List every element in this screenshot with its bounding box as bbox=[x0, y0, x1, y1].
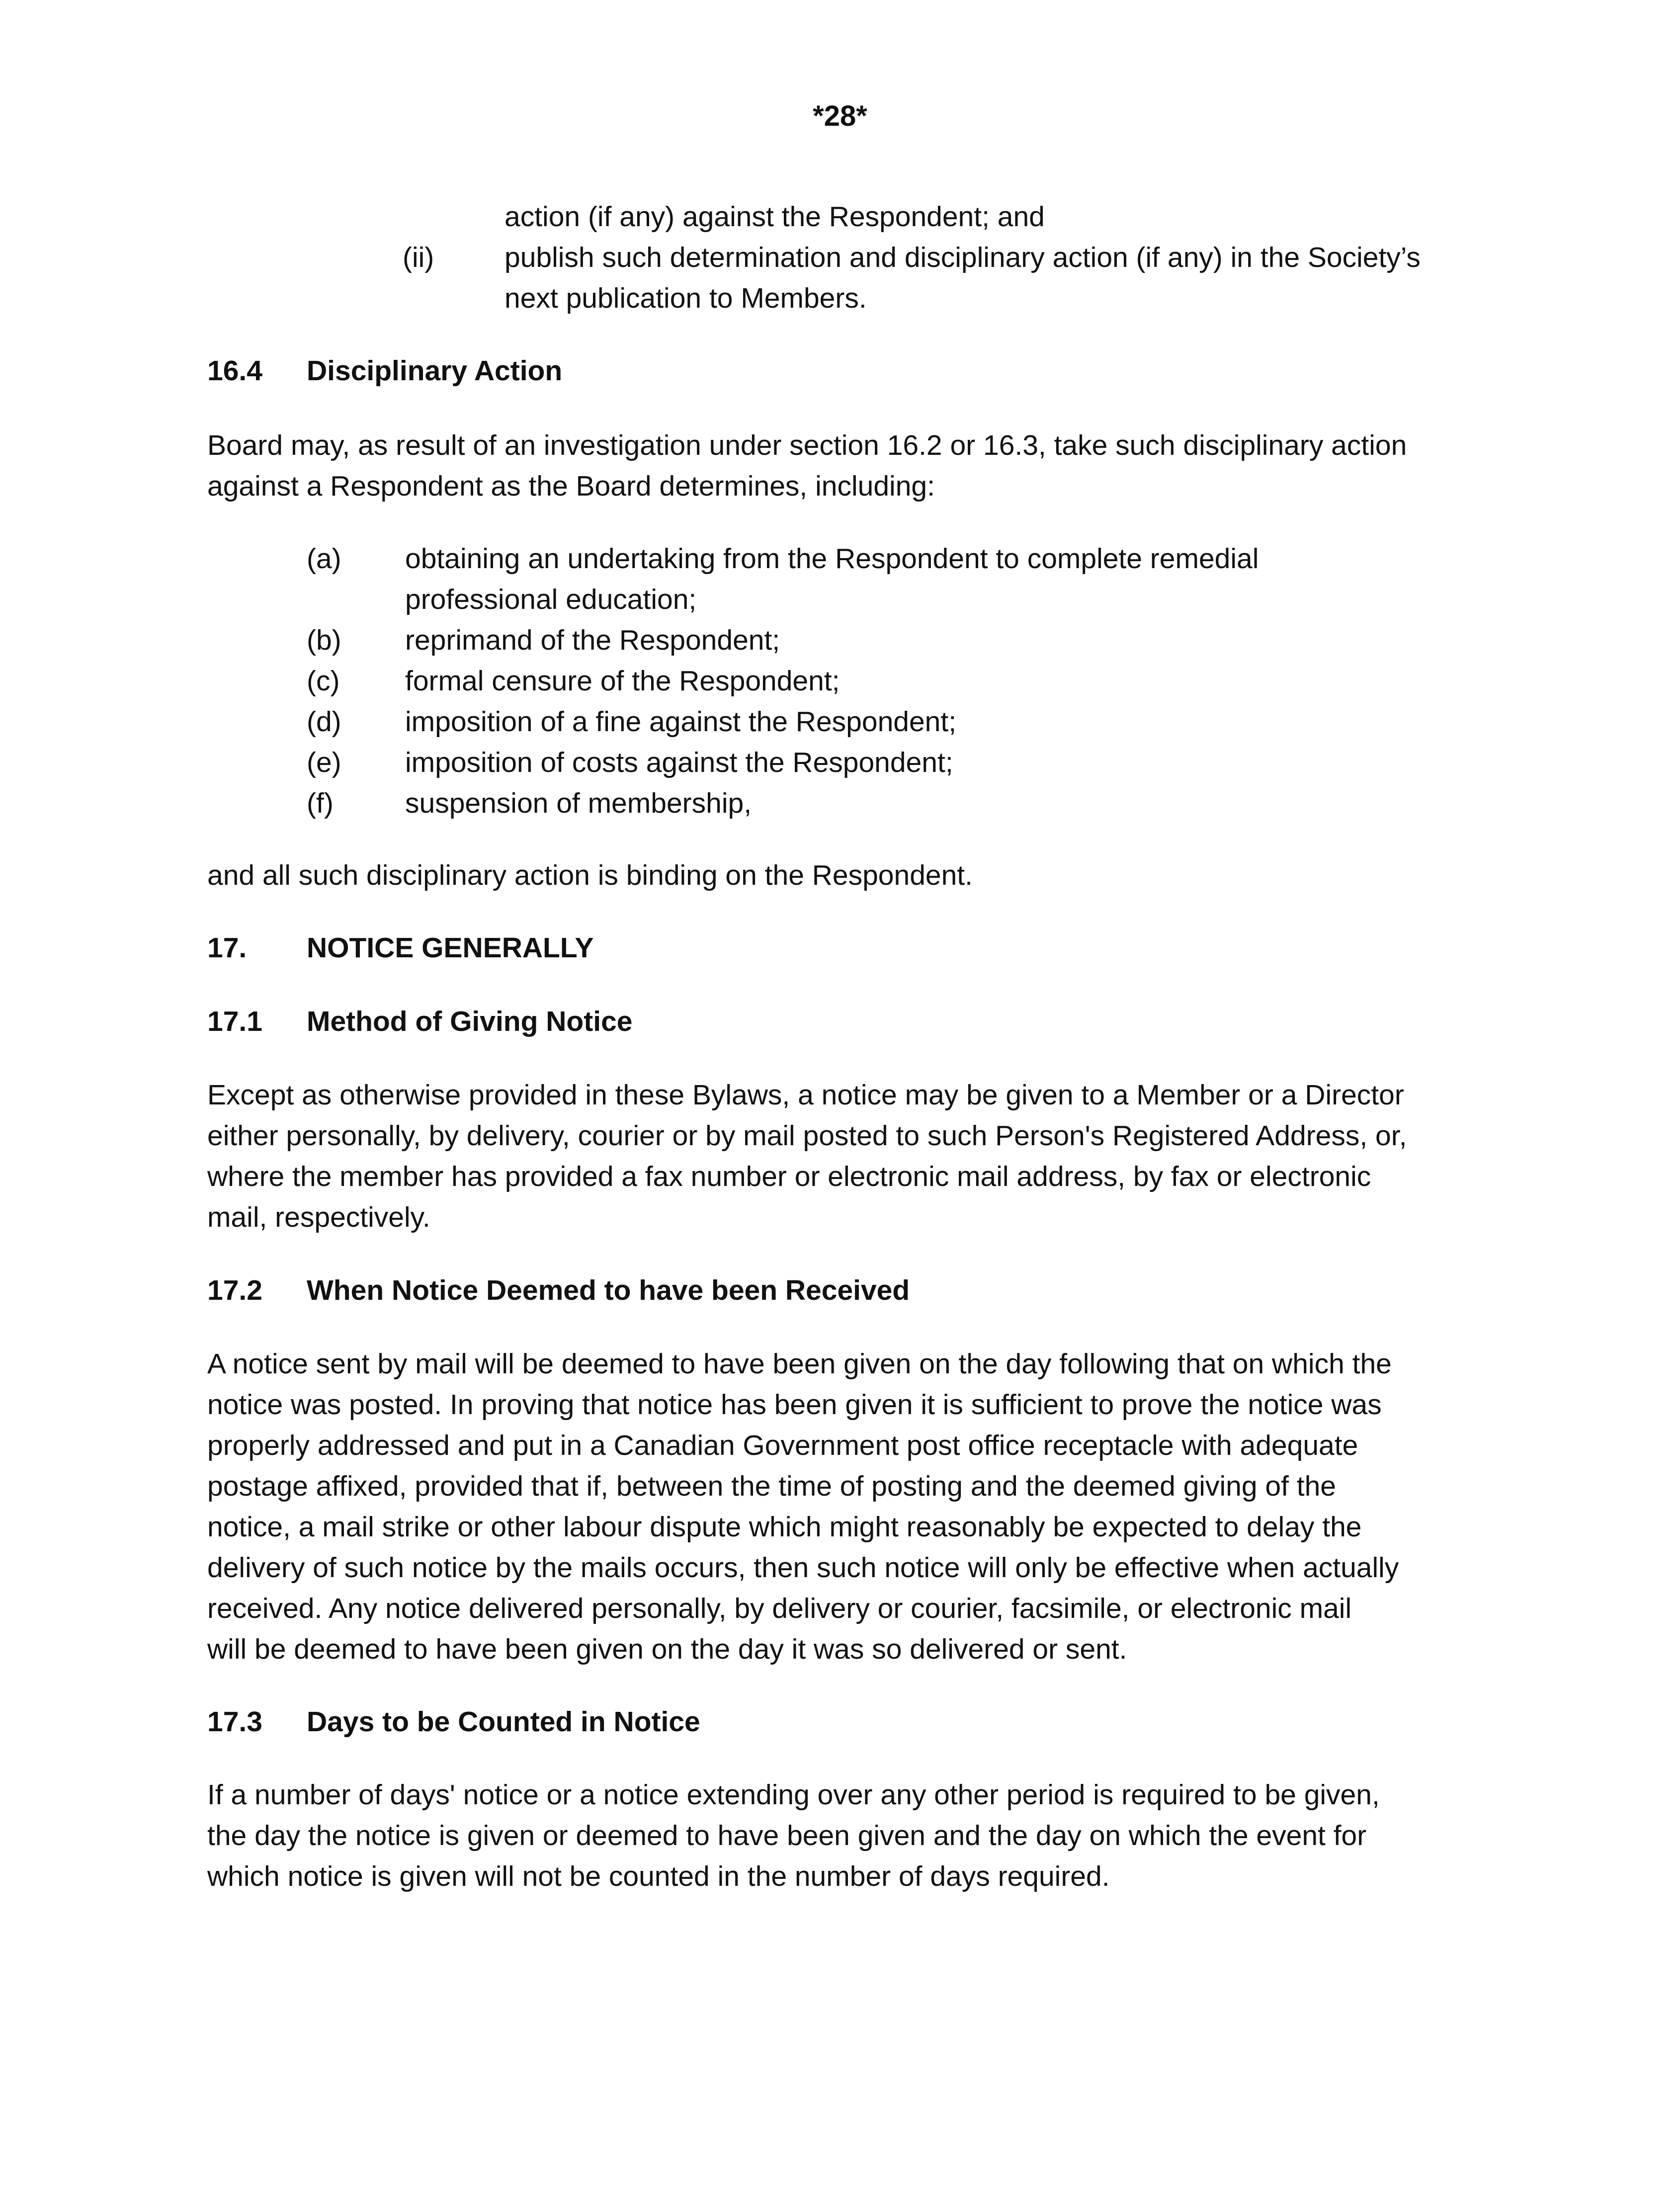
list-item-text: obtaining an undertaking from the Respondent to complete remedial bbox=[405, 543, 1259, 575]
paragraph-line: where the member has provided a fax number or electronic mail address, by fax or electronic bbox=[207, 1161, 1371, 1192]
section-number: 16.4 bbox=[207, 355, 262, 387]
paragraph-line: which notice is given will not be counted in the number of days required. bbox=[207, 1860, 1110, 1892]
list-item-label: (ii) bbox=[403, 242, 434, 273]
list-item-label: (e) bbox=[307, 747, 341, 778]
list-item-text: professional education; bbox=[405, 584, 697, 615]
section-number: 17.2 bbox=[207, 1274, 262, 1306]
paragraph-line: either personally, by delivery, courier or by mail posted to such Person's Registered Address, or, bbox=[207, 1120, 1407, 1152]
list-item-text: publish such determination and disciplinary action (if any) in the Society’s bbox=[504, 242, 1421, 273]
page-number: *28* bbox=[813, 100, 867, 132]
list-item-label: (c) bbox=[307, 665, 340, 697]
paragraph-line: A notice sent by mail will be deemed to have been given on the day following that on which the bbox=[207, 1348, 1392, 1380]
section-number: 17.3 bbox=[207, 1706, 262, 1738]
list-item-label: (f) bbox=[307, 787, 334, 819]
paragraph-line: and all such disciplinary action is binding on the Respondent. bbox=[207, 859, 973, 891]
list-item-label: (d) bbox=[307, 706, 341, 738]
section-heading: Method of Giving Notice bbox=[307, 1006, 633, 1037]
paragraph-line: delivery of such notice by the mails occurs, then such notice will only be effective when actually bbox=[207, 1552, 1399, 1584]
section-number: 17. bbox=[207, 932, 247, 964]
list-item-text: reprimand of the Respondent; bbox=[405, 624, 780, 656]
section-number: 17.1 bbox=[207, 1006, 262, 1037]
list-item-text: next publication to Members. bbox=[504, 282, 867, 314]
continuation-text: action (if any) against the Respondent; and bbox=[504, 201, 1045, 233]
paragraph-line: will be deemed to have been given on the day it was so delivered or sent. bbox=[207, 1633, 1127, 1665]
list-item-label: (b) bbox=[307, 624, 341, 656]
paragraph-line: notice was posted. In proving that notice has been given it is sufficient to prove the notice was bbox=[207, 1389, 1382, 1421]
section-heading: Disciplinary Action bbox=[307, 355, 563, 387]
paragraph-line: notice, a mail strike or other labour dispute which might reasonably be expected to delay the bbox=[207, 1511, 1362, 1543]
list-item-label: (a) bbox=[307, 543, 341, 575]
list-item-text: suspension of membership, bbox=[405, 787, 752, 819]
paragraph-line: received. Any notice delivered personally, by delivery or courier, facsimile, or electronic mail bbox=[207, 1593, 1352, 1624]
paragraph-line: properly addressed and put in a Canadian Government post office receptacle with adequate bbox=[207, 1430, 1358, 1461]
paragraph-line: postage affixed, provided that if, between the time of posting and the deemed giving of the bbox=[207, 1470, 1336, 1502]
paragraph-line: Except as otherwise provided in these Bylaws, a notice may be given to a Member or a Director bbox=[207, 1079, 1404, 1111]
paragraph-line: If a number of days' notice or a notice extending over any other period is required to be given, bbox=[207, 1779, 1380, 1811]
list-item-text: imposition of costs against the Respondent; bbox=[405, 747, 953, 778]
list-item-text: imposition of a fine against the Respondent; bbox=[405, 706, 957, 738]
paragraph-line: against a Respondent as the Board determines, including: bbox=[207, 470, 935, 502]
list-item-text: formal censure of the Respondent; bbox=[405, 665, 840, 697]
paragraph-line: the day the notice is given or deemed to have been given and the day on which the event for bbox=[207, 1820, 1367, 1852]
paragraph-line: Board may, as result of an investigation under section 16.2 or 16.3, take such disciplinary action bbox=[207, 429, 1407, 461]
paragraph-line: mail, respectively. bbox=[207, 1201, 430, 1233]
section-heading: Days to be Counted in Notice bbox=[307, 1706, 700, 1738]
section-heading: NOTICE GENERALLY bbox=[307, 932, 594, 964]
section-heading: When Notice Deemed to have been Received bbox=[307, 1274, 910, 1306]
